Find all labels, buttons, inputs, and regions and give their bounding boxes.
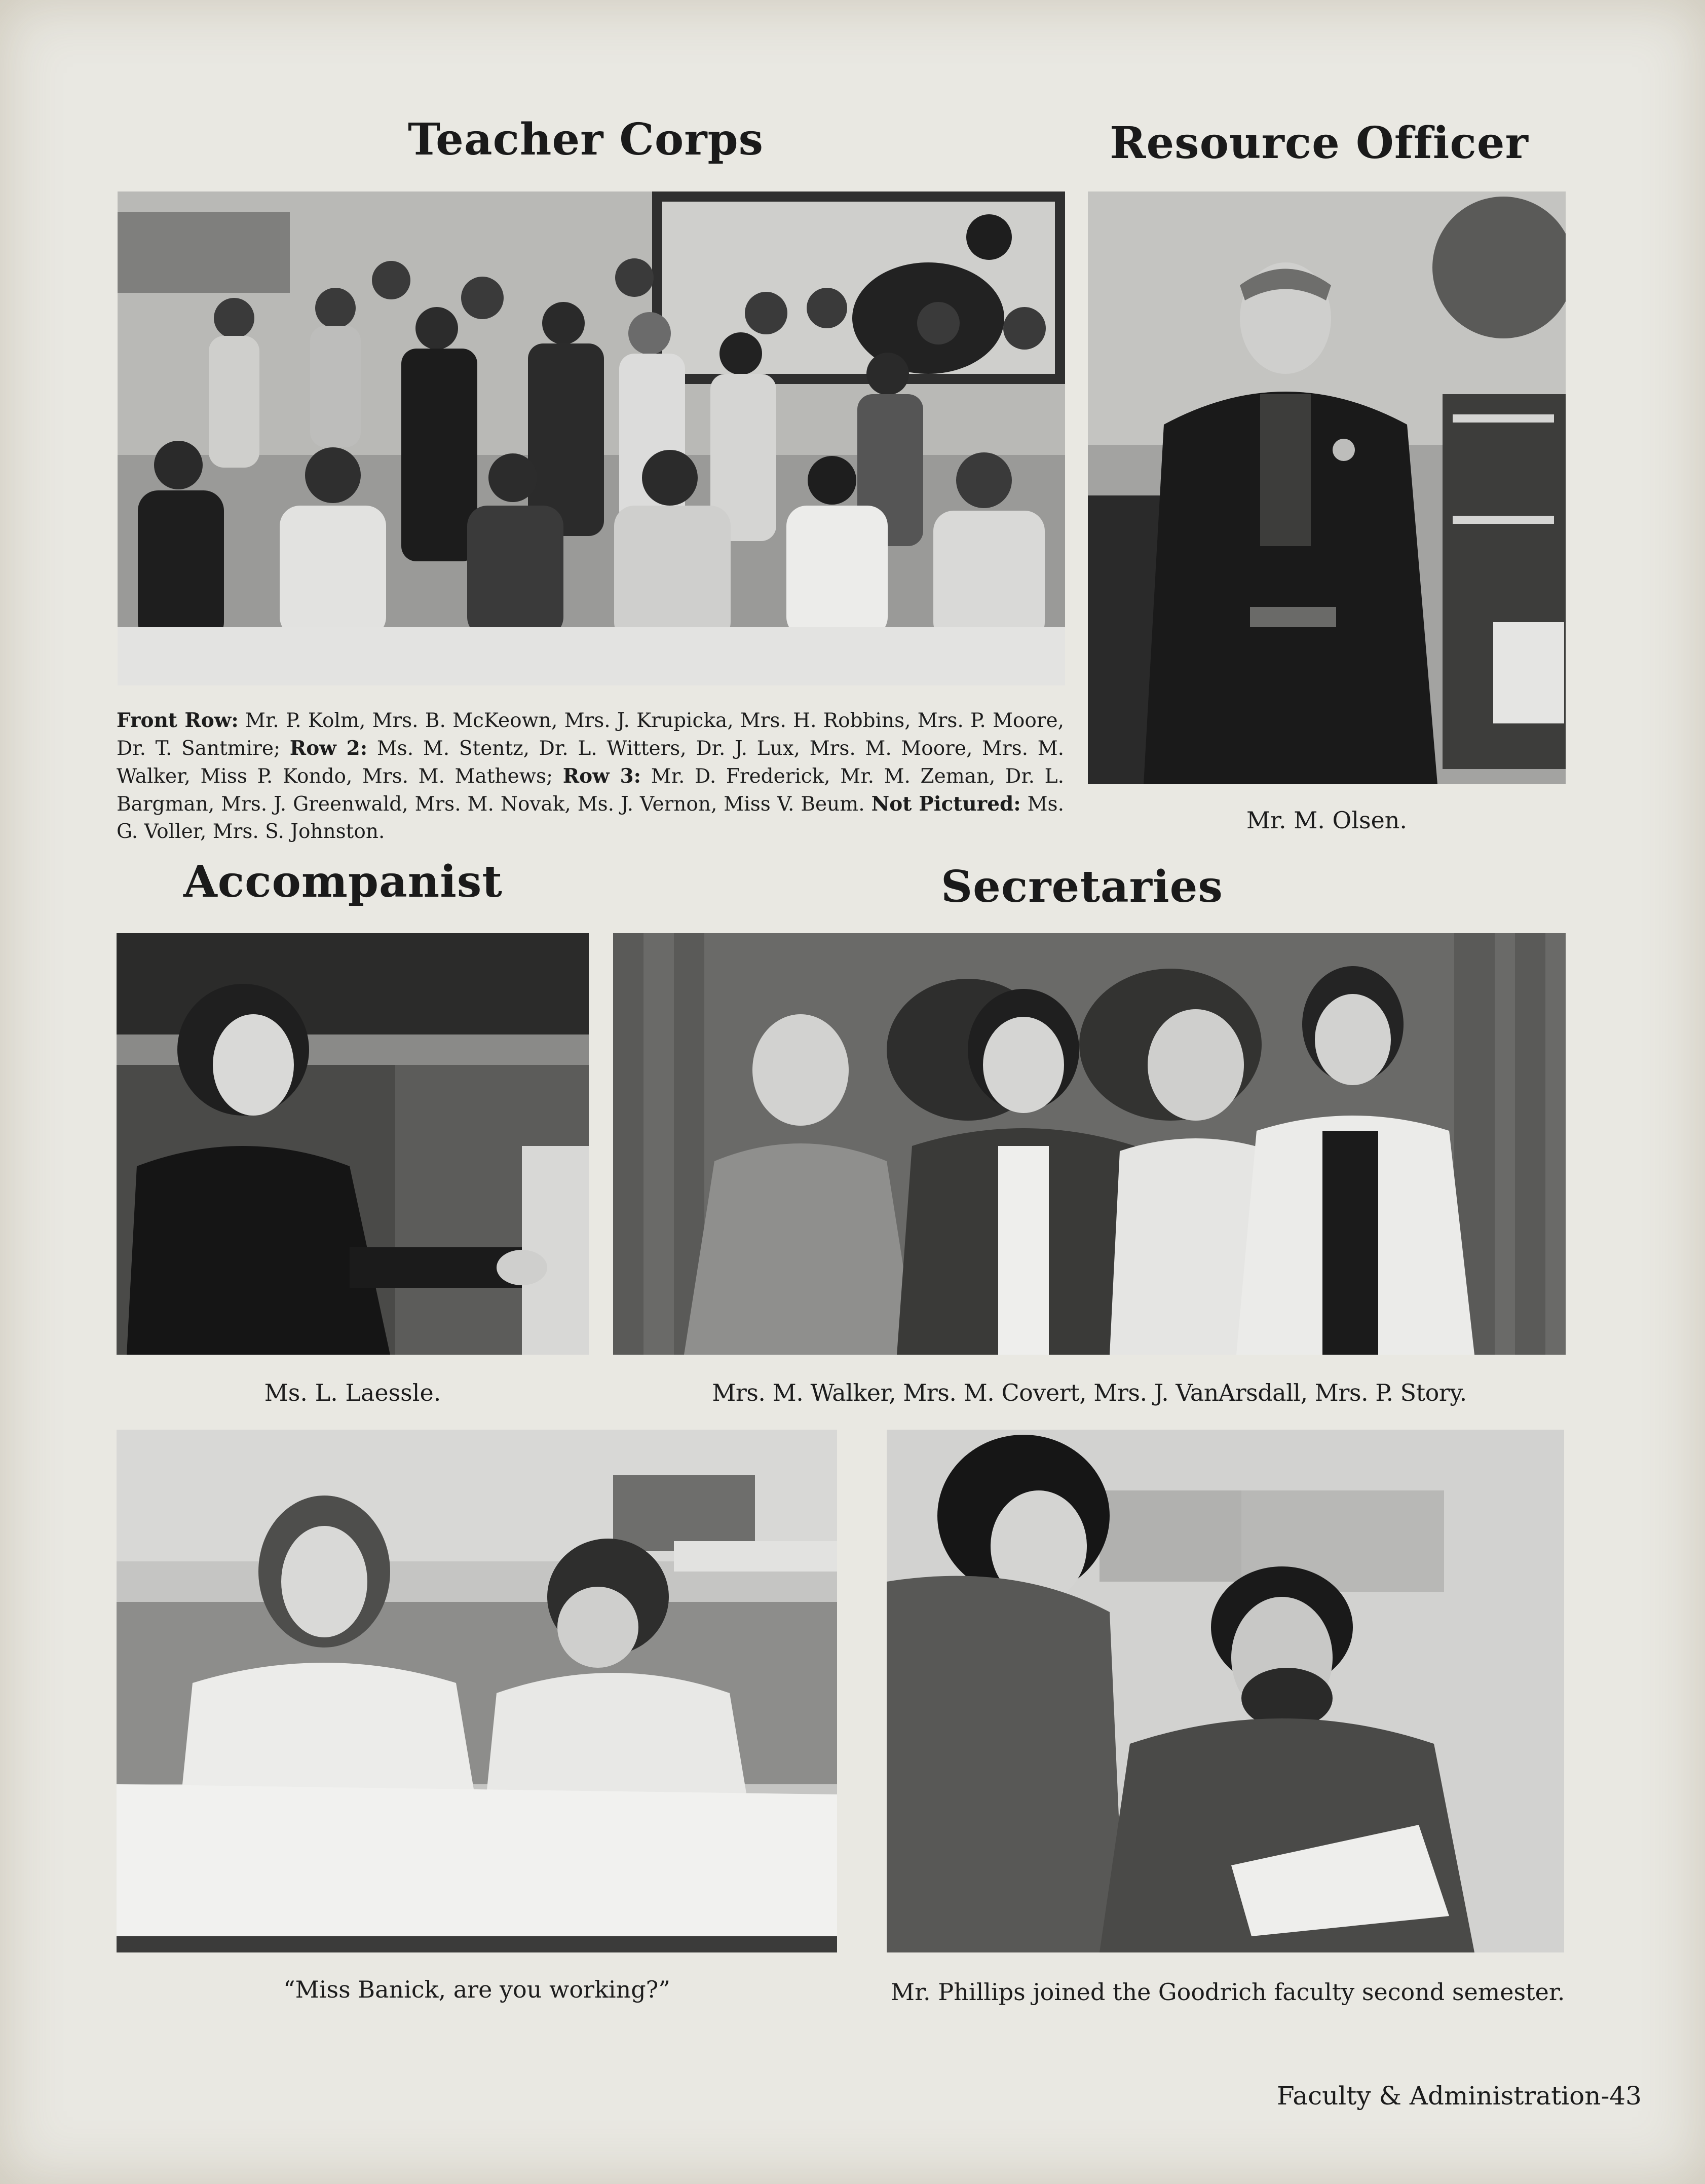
- miss-banick-caption: “Miss Banick, are you working?”: [283, 1976, 670, 2003]
- heading-resource-officer: Resource Officer: [1110, 118, 1529, 169]
- row2-names: Ms. M. Stentz, Dr. L. Witters, Dr. J. Lux, Mrs. M. Moore, Mrs. M. Walker, Miss P. Kondo, Mrs. M. Mathews;: [117, 737, 1065, 788]
- accompanist-caption: Ms. L. Laessle.: [264, 1379, 441, 1406]
- mr-phillips-caption: Mr. Phillips joined the Goodrich faculty second semester.: [891, 1978, 1565, 2006]
- resource-officer-photo: [1088, 191, 1566, 784]
- front-row-label: Front Row:: [117, 709, 239, 732]
- not-pictured-names: Ms. G. Voller, Mrs. S. Johnston.: [117, 793, 1064, 843]
- heading-secretaries: Secretaries: [941, 861, 1223, 912]
- row2-label: Row 2:: [289, 737, 368, 760]
- heading-teacher-corps: Teacher Corps: [408, 114, 764, 165]
- row3-label: Row 3:: [562, 764, 641, 788]
- miss-banick-photo: [117, 1430, 837, 1952]
- secretaries-photo: [613, 933, 1566, 1355]
- mr-phillips-photo: [887, 1430, 1564, 1952]
- accompanist-photo: [117, 933, 589, 1355]
- resource-officer-caption: Mr. M. Olsen.: [1246, 807, 1408, 834]
- teacher-corps-photo: [118, 191, 1065, 685]
- secretaries-caption: Mrs. M. Walker, Mrs. M. Covert, Mrs. J. VanArsdall, Mrs. P. Story.: [712, 1379, 1467, 1406]
- row3-names: Mr. D. Frederick, Mr. M. Zeman, Dr. L. Bargman, Mrs. J. Greenwald, Mrs. M. Novak, Ms. J. Vernon, Miss V. Beum.: [117, 765, 1064, 816]
- page-folio: Faculty & Administration-43: [1276, 2081, 1642, 2111]
- heading-accompanist: Accompanist: [183, 856, 503, 907]
- teacher-corps-caption: [117, 707, 1064, 846]
- front-row-names: Mr. P. Kolm, Mrs. B. McKeown, Mrs. J. Krupicka, Mrs. H. Robbins, Mrs. P. Moore, Dr. T. Santmire;: [117, 709, 1065, 760]
- not-pictured-label: Not Pictured:: [871, 792, 1021, 816]
